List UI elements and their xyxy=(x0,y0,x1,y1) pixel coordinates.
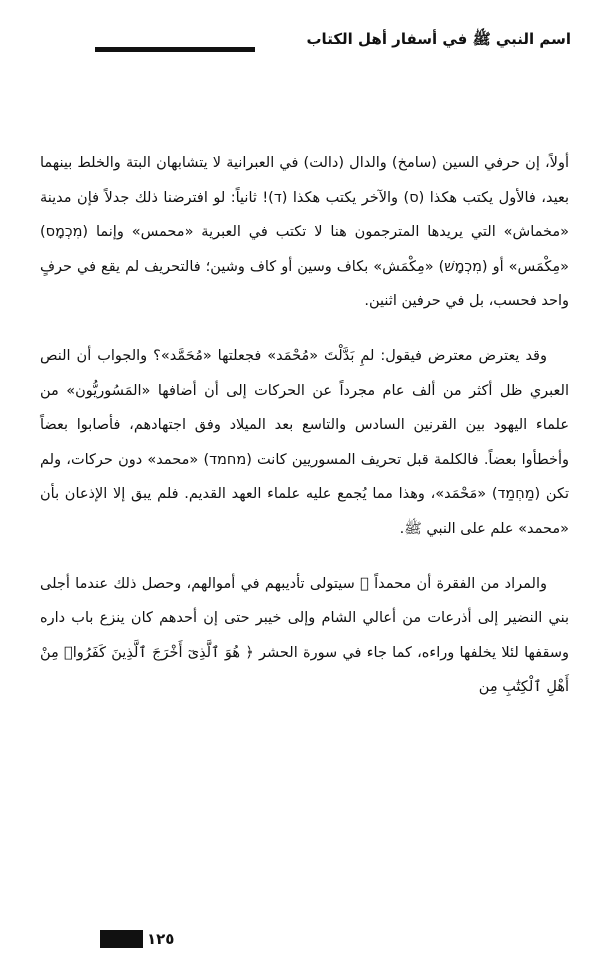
header-rule xyxy=(95,47,255,52)
paragraph-3: والمراد من الفقرة أن محمداً ﷺ سيتولى تأديبهم في أموالهم، وحصل ذلك عندما أجلى بني النضير إلى أذرعات من أعالي الشام وإلى خيبر حتى إن أحدهم كان ينزع باب داره وسقفها لئلا يخلفها وراءه، كما جاء في سورة الحشر ﴿ هُوَ ٱلَّذِىٓ أَخْرَجَ ٱلَّذِينَ كَفَرُوا۟ مِنْ أَهْلِ ٱلْكِتَٰبِ مِن xyxy=(40,575,569,696)
footer-block xyxy=(100,930,143,948)
running-header xyxy=(95,30,571,70)
page-number: ١٢٥ xyxy=(147,930,175,948)
body-text xyxy=(40,146,569,725)
paragraph-1: أولاً، إن حرفي السين (سامخ) والدال (دالت) في العبرانية لا يتشابهان البتة والخلط بينهما بعيد، فالأول يكتب هكذا (ס) والآخر يكتب هكذا (ד)! ثانياً: لو افترضنا ذلك جدلاً فإن مدينة «مخماش» التي يريدها المترجمون هنا لا تكتب في العبرية «محمس» وإنما (מִכְמָס) «مِكْمَس» أو (מִכְמָשׁ) «مِكْمَش» بكاف وسين أو كاف وشين؛ فالتحريف لم يقع في حرفٍ واحد فحسب، بل في حرفين اثنين. xyxy=(40,155,569,310)
page-footer xyxy=(100,926,174,952)
header-title: اسم النبي ﷺ في أسفار أهل الكتاب xyxy=(306,30,571,48)
paragraph-2: وقد يعترض معترض فيقول: لمِ بَدَّلْتَ «مُحْمَد» فجعلتها «مُحَمَّد»؟ والجواب أن النص العبري ظل أكثر من ألف عام مجرداً عن الحركات إلى أن أضافها «المَسُوريُّون» من علماء اليهود بين القرنين السادس والتاسع بعد الميلاد وفق اجتهادهم، فأصابوا بعضاً وأخطأوا بعضاً. فالكلمة قبل تحريف المسوريين كانت (מחמד) «محمد» دون حركات، ولم تكن (מַחְמַד) «مَحْمَد»، وهذا مما يُجمع عليه علماء العهد القديم. فلم يبق إلا الإذعان بأن «محمد» علم على النبي ﷺ. xyxy=(40,347,569,537)
